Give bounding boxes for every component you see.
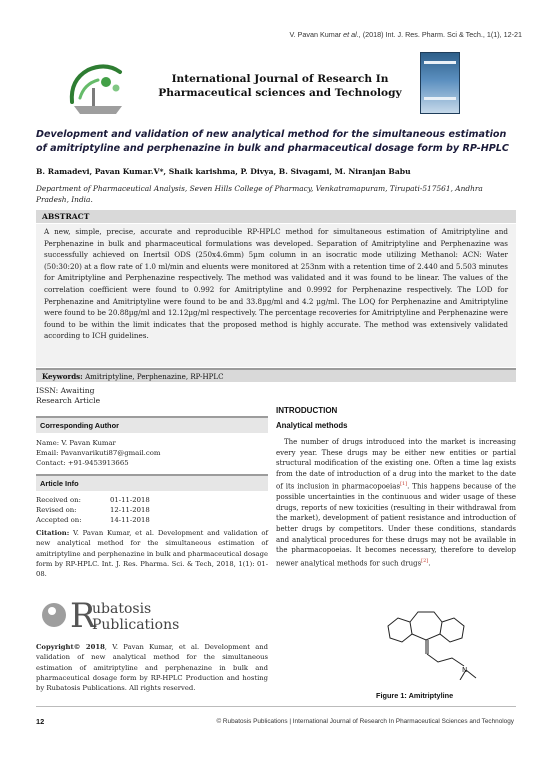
copyright-text: , V. Pavan Kumar, et al. Development and validation of new analytical method for the simultaneous estimation of amitriptyline and perphenazine in bulk and pharmaceutical dosage form by RP-HPLC Production and hosting by Rubatosis Publications. All rights reserved. (36, 643, 268, 693)
publisher-logo-r: R (70, 596, 96, 634)
amitriptyline-structure (380, 600, 490, 680)
received-row (36, 495, 268, 505)
issn: ISSN: Awaiting (36, 386, 95, 395)
received-date: 01-11-2018 (110, 496, 150, 504)
accepted-row (36, 515, 268, 525)
citation (36, 528, 268, 579)
footer-divider (36, 706, 516, 707)
corresponding-author-details (36, 438, 268, 468)
corr-email[interactable]: Email: Pavanvarikuti87@gmail.com (36, 449, 161, 457)
intro-text-b: . This happens because of the possible uncertainties in the continuous and wider usage of these drugs, reports of new toxicities (resulting in their withdrawal from the market), development of patient resistance and introduction of better drugs by competitors. Under these conditions, standards and analytical procedures for these drugs may not be available in the pharmacopoeias. It becomes necessary, therefore to develop newer analytical methods for such drugs (276, 482, 516, 568)
running-head-citation: (2018) Int. J. Res. Pharm. Sci & Tech., 1(1), 12-21 (362, 30, 522, 39)
article-info-heading: Article Info (36, 474, 268, 491)
citation-ref-2[interactable]: [2] (421, 557, 429, 564)
footer-publisher-line: © Rubatosis Publications | International Journal of Research In Pharmaceutical Sciences and Technology (216, 718, 514, 725)
copyright-notice (36, 642, 268, 693)
page-number: 12 (36, 717, 45, 726)
citation-ref-1[interactable]: [1] (400, 481, 408, 488)
copyright-label: Copyright© 2018 (36, 643, 105, 651)
citation-text: V. Pavan Kumar, et al. Development and validation of new analytical method for the simultaneous estimation of amitriptyline and perphenazine in bulk and pharmaceutical dosage form by RP-HPLC. Int. J. Res. Pharma. Sci. & Tech, 2018, 1(1): 01-08. (36, 529, 268, 579)
introduction-paragraph (276, 437, 516, 569)
keywords-label: Keywords: (42, 372, 83, 381)
corr-contact: Contact: +91-9453913665 (36, 459, 129, 467)
publisher-logo-line1: ubatosis (92, 601, 152, 617)
analytical-methods-heading: Analytical methods (276, 421, 348, 430)
running-head-authors: V. Pavan Kumar (289, 30, 342, 39)
citation-label: Citation: (36, 529, 70, 537)
journal-cover-thumbnail (420, 52, 460, 114)
publisher-logo (40, 596, 180, 634)
received-label: Received on: (36, 496, 81, 504)
intro-text-a: The number of drugs introduced into the market is increasing every year. These drugs may be either new entities or partial structural modification of the existing one. Often a time lag exists from the date of introduction of a drug into the market to the date of its inclusion in pharmacopoeias (276, 438, 516, 491)
running-head (289, 30, 522, 39)
revised-label: Revised on: (36, 506, 77, 514)
publisher-logo-line2: Publications (92, 617, 180, 633)
article-info-dates (36, 495, 268, 525)
article-title: Development and validation of new analytical method for the simultaneous estimation of amitriptyline and perphenazine in bulk and pharmaceutical dosage form by RP-HPLC (36, 129, 509, 154)
accepted-date: 14-11-2018 (110, 516, 150, 524)
corr-name: Name: V. Pavan Kumar (36, 439, 116, 447)
accepted-label: Accepted on: (36, 516, 82, 524)
affiliation: Department of Pharmaceutical Analysis, Seven Hills College of Pharmacy, Venkatramapuram, Tirupati-517561, Andhra Pradesh, India. (36, 184, 483, 204)
author-list: B. Ramadevi, Pavan Kumar.V*, Shaik karishma, P. Divya, B. Sivagami, M. Niranjan Babu (36, 167, 411, 176)
abstract-text: A new, simple, precise, accurate and reproducible RP-HPLC method for simultaneous estimation of Amitriptyline and Perphenazine in bulk and pharmaceutical formulations was developed. Separation of Amitriptyline and Perphenazine was successfully achieved on Inertsil ODS (250x4.6mm) 5µm column in an isocratic mode utilizing Methanol: ACN: Water (50:30:20) at a flow rate of 1.0 ml/min and eluents were monitored at 253nm with a retention time of 2.440 and 5.503 minutes for Amitriptyline and Perphenazine respectively. The method was validated and it was found to be linear. The values of the correlation coefficient were found to 0.992 for Amitriptyline and 0.9992 for Perphenazine respectively. The LOD for Perphenazine and Amitriptyline were found to be and 33.8µg/ml and 4.2 µg/ml. The LOQ for Perphenazine and Amitriptyline were found to be 20.88µg/ml and 12.12µg/ml respectively. The percentage recoveries for Amitriptyline and Perphenazine were found to be within the limit indicates that the proposed method is highly accurate. The method was extensively validated according to ICH guidelines. (36, 224, 516, 367)
revised-date: 12-11-2018 (110, 506, 150, 514)
keywords-value: Amitriptyline, Perphenazine, RP-HPLC (85, 372, 224, 381)
introduction-heading: INTRODUCTION (276, 406, 338, 415)
figure-caption: Figure 1: Amitriptyline (376, 691, 454, 700)
journal-name-line1: International Journal of Research In (171, 73, 389, 85)
intro-text-c: . (428, 559, 431, 568)
journal-name (150, 72, 410, 100)
article-type: Research Article (36, 396, 101, 405)
journal-logo (62, 58, 136, 118)
running-head-etal: et al., (343, 30, 361, 39)
corresponding-author-heading: Corresponding Author (36, 416, 268, 433)
keywords-bar (36, 368, 516, 382)
abstract-heading: ABSTRACT (36, 210, 516, 223)
journal-name-line2: Pharmaceutical sciences and Technology (158, 87, 402, 99)
issn-block (36, 386, 100, 406)
molecule-atom-n: N (462, 666, 468, 674)
revised-row (36, 505, 268, 515)
